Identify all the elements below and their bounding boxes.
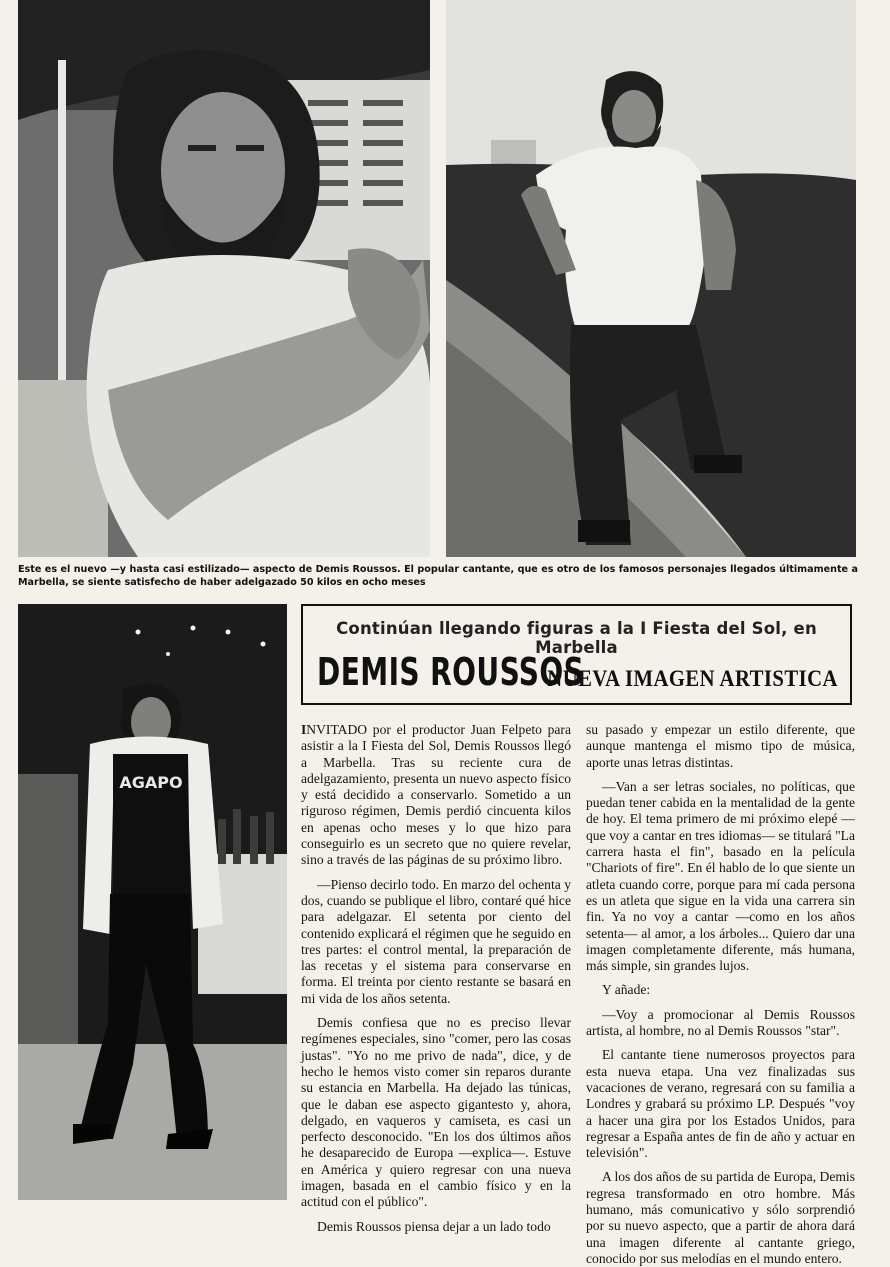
paragraph: —Pienso decirlo todo. En marzo del ochenta y dos, cuando se publique el libro, contaré qué hice para adelgazar. El setenta por ciento del contenido explicará el régimen que he seguido en tres partes: el control mental, la preparación de las recetas y el sistema para conservarse en forma. El treinta por ciento restante se basará en mi vida de los años setenta. [301, 876, 571, 1006]
title-box [301, 604, 852, 705]
portrait-closeup-image [18, 0, 430, 557]
shirt-lettering: AGAPO [119, 773, 183, 792]
paragraph: Y añade: [602, 982, 651, 998]
headline: DEMIS ROUSSOS [317, 650, 585, 694]
paragraph: Demis confiesa que no es preciso llevar regímenes especiales, sino "comer, pero las cosas justas". "Yo no me privo de nada", dice, y de hecho le hemos visto comer sin reparos durante su estancia en Marbella. Ha dejado las túnicas, que le daban ese aspecto gigantesto y, ahora, delgado, en vaqueros y camiseta, es casi un perfecto desconocido. "En los dos últimos años he desaparecido de Europa —explica—. Estuve en América y quiero regresar con una nueva imagen, basada en el cambio físico y en la actitud con el público". [301, 1015, 571, 1210]
photo-full-figure-garden [446, 0, 856, 557]
paragraph: El cantante tiene numerosos proyectos para esta nueva etapa. Una vez finalizadas sus vacaciones de verano, regresará con su familia a Londres y grabará su próximo LP. Después "voy a hacer una gira por los Estados Unidos, para regresar a España antes de fin de año y actuar en televisión". [586, 1047, 855, 1161]
full-figure-image [446, 0, 856, 557]
subhead: NUEVA IMAGEN ARTISTICA [547, 666, 838, 691]
paragraph: Demis Roussos piensa dejar a un lado todo [317, 1218, 551, 1234]
article-column-2 [586, 722, 855, 1267]
photo-walking-event [18, 604, 287, 1200]
paragraph: su pasado y empezar un estilo diferente, que aunque mantenga el mismo tipo de música, aporte unas letras distintas. [586, 722, 855, 770]
paragraph: —Van a ser letras sociales, no políticas, que puedan tener cabida en la mentalidad de la gente de hoy. El tema primero de mi próximo elepé —que voy a cantar en tres idiomas— se titulará "La carrera hasta el fin", basado en la película "Chariots of fire". En él hablo de lo que siente un atleta cuando corre, porque para mí cada persona es un atleta que sigue en la vida una carrera sin fin. Ya no voy a cantar —como en los años setenta— al amor, a los árboles... Quiero dar una imagen completamente diferente, más humana, más simple, sin grandes lujos. [586, 778, 855, 974]
walking-event-image [18, 604, 287, 1200]
photo-caption: Este es el nuevo —y hasta casi estilizado— aspecto de Demis Roussos. El popular cantante, que es otro de los famosos personajes llegados últimamente a Marbella, se siente satisfecho de haber adelgazado 50 kilos en ocho meses [18, 564, 858, 588]
paragraph: —Voy a promocionar al Demis Roussos artista, al hombre, no al Demis Roussos "star". [586, 1006, 855, 1039]
dropcap: I [301, 722, 307, 737]
article-column-1 [301, 722, 571, 1235]
paragraph [301, 722, 571, 869]
kicker: Continúan llegando figuras a la I Fiesta del Sol, en Marbella [336, 619, 817, 657]
lead-caps: NVITADO [306, 722, 368, 737]
paragraph: A los dos años de su partida de Europa, Demis regresa transformado en otro hombre. Más humano, más comunicativo y sólo sorprendió por su nuevo aspecto, que a partir de ahora dará una imagen diferente al cantante griego, conocido por sus melodías en el mundo entero. [586, 1169, 855, 1266]
photo-portrait-closeup [18, 0, 430, 557]
lead-text: por el productor Juan Felpeto para asistir a la I Fiesta del Sol, Demis Roussos llegó a Marbella. Tras su reciente cura de adelgazamiento, presenta un nuevo aspecto físico y está decidido a conservarlo. Sometido a un riguroso régimen, Demis perdió cincuenta kilos en apenas ocho meses y lo que hizo para conseguirlo es un secreto que no quiere revelar, sino a través de las páginas de su próximo libro. [301, 722, 571, 868]
